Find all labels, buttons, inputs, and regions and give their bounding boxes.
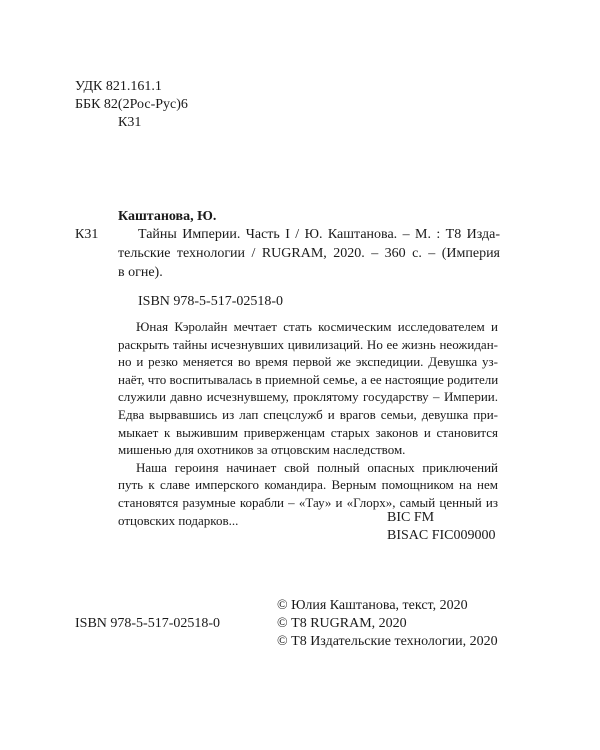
annotation-line: раскрыть тайны исчезнувших цивилизаций. Но ее жизнь неожидан- <box>118 336 498 352</box>
copyright-line: © Т8 RUGRAM, 2020 <box>277 616 407 631</box>
annotation <box>118 318 498 529</box>
annotation-line: мыкает к выжившим приверженцам старых законов и становится <box>118 424 498 440</box>
entry-line-2: тельские технологии / RUGRAM, 2020. – 360 с. – (Империя <box>118 246 500 261</box>
author-mark-top: К31 <box>118 115 142 130</box>
bisac-code: BISAC FIC009000 <box>387 528 496 543</box>
footer-isbn: ISBN 978-5-517-02518-0 <box>75 616 221 631</box>
entry-isbn: ISBN 978-5-517-02518-0 <box>138 294 284 309</box>
annotation-line: Наша героиня начинает свой полный опасных приключений <box>136 459 498 475</box>
annotation-line: наёт, что воспитывалась в приемной семье, а ее настоящие родители <box>118 371 499 387</box>
annotation-line: становятся разумные корабли – «Тау» и «Глорх», самый ценный из <box>118 494 498 510</box>
annotation-line: отцовских подарков... <box>118 512 239 528</box>
annotation-line: путь к славе имперского командира. Верным помощником на нем <box>118 477 498 493</box>
bic-code: BIC FM <box>387 510 435 525</box>
entry-line-1: Тайны Империи. Часть I / Ю. Каштанова. – М. : Т8 Изда- <box>138 227 500 242</box>
udk-code: УДК 821.161.1 <box>75 79 162 94</box>
annotation-line: Едва вырвавшись из лап спецслужб и врагов семьи, девушка при- <box>118 406 498 422</box>
copyright-line: © Юлия Каштанова, текст, 2020 <box>277 598 468 613</box>
copyright-line: © Т8 Издательские технологии, 2020 <box>277 634 498 649</box>
entry-line-3: в огне). <box>118 265 163 280</box>
annotation-line: служили давно исчезнувшему, проклятому государству – Империи. <box>118 389 498 405</box>
annotation-line: но и резко меняется во время первой же экспедиции. Девушка уз- <box>118 354 498 370</box>
annotation-line: Юная Кэролайн мечтает стать космическим исследователем и <box>136 319 498 334</box>
annotation-line: мишенью для охотников за отцовским наследством. <box>118 442 406 458</box>
bbk-code: ББК 82(2Рос-Рус)6 <box>75 97 188 112</box>
entry-author: Каштанова, Ю. <box>118 209 217 224</box>
entry-author-mark: К31 <box>75 227 99 242</box>
copyright-block <box>277 597 498 651</box>
